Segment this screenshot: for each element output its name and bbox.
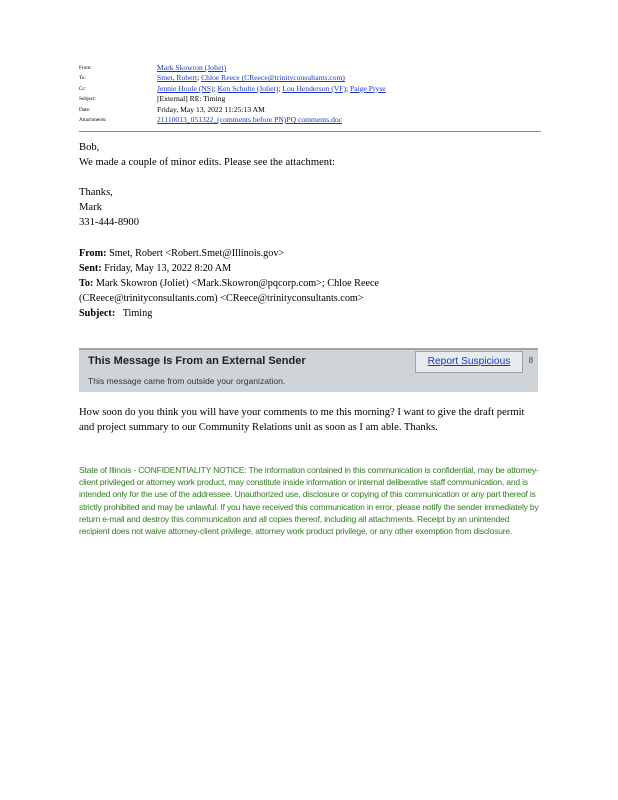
header-from-row xyxy=(79,63,541,73)
subject-value: [External] RE: Timing xyxy=(157,94,226,104)
banner-subtitle: This message came from outside your organization. xyxy=(88,376,286,386)
header-subject-row xyxy=(79,94,541,104)
banner-title: This Message Is From an External Sender xyxy=(88,355,306,367)
confidentiality-notice: State of Illinois - CONFIDENTIALITY NOTICE: The information contained in this communication is confidential, may be attorney-client privileged or attorney work product, may constitute inside information or internal deliberative staff communication, and is intended only for the use of the addressee. Unauthorized use, disclosure or copying of this communication or any part thereof is strictly prohibited and may be unlawful. If you have received this communication in error, please notify the sender immediately by return e-mail and destroy this communication and all copies thereof, including all attachments. Receipt by an unintended recipient does not waive attorney-client privilege, attorney work product privilege, or any other exemption from disclosure. xyxy=(79,465,539,537)
fw-sent-label: Sent: xyxy=(79,263,102,274)
fw-subject-value: Timing xyxy=(122,308,153,319)
fw-to-value: Mark Skowron (Joliet) <Mark.Skowron@pqcorp.com>; Chloe Reece xyxy=(95,278,380,289)
from-link[interactable]: Mark Skowron (Joliet) xyxy=(157,63,227,72)
forwarded-header xyxy=(79,246,541,321)
body-line: We made a couple of minor edits. Please see the attachment: xyxy=(79,157,335,168)
fw-from-row xyxy=(79,246,541,261)
fw-to-row xyxy=(79,276,541,291)
report-suspicious-label: Report Suspicious xyxy=(427,356,511,367)
header-to-row: To: Smet, Robert; Chloe Reece (CReece@trinityconsultants.com) xyxy=(79,73,345,83)
to-recipient-link[interactable]: Chloe Reece (CReece@trinityconsultants.com) xyxy=(201,73,345,83)
fw-to-label: To: xyxy=(79,278,94,289)
cc-recipient-link[interactable]: Paige Pryse xyxy=(350,83,386,93)
cc-recipient-link[interactable]: Ken Schulte (Joliet) xyxy=(217,83,279,93)
fw-sent-row xyxy=(79,261,541,276)
greeting: Bob, xyxy=(79,142,100,153)
header-cc-row: Cc: Jennie Houle (NS); Ken Schulte (Joliet); Lou Henderson (VF); Paige Pryse xyxy=(79,83,386,93)
attachment-link[interactable]: 21110013_051322_(comments before PN)PQ comments.doc xyxy=(157,114,343,124)
cc-recipient-link[interactable]: Jennie Houle (NS) xyxy=(157,83,214,93)
fw-from-label: From: xyxy=(79,248,107,259)
cc-recipient-link[interactable]: Lou Henderson (VF) xyxy=(282,83,347,93)
external-sender-banner xyxy=(79,348,538,392)
fw-subject-label: Subject: xyxy=(79,308,116,319)
banner-more-icon[interactable]: 8 xyxy=(528,356,534,365)
to-label: To: xyxy=(79,75,86,82)
fw-sent-value: Friday, May 13, 2022 8:20 AM xyxy=(104,263,232,274)
signature-name: Mark xyxy=(79,202,102,213)
email-body xyxy=(79,140,541,230)
header-date-row xyxy=(79,105,541,115)
date-value: Friday, May 13, 2022 11:25:13 AM xyxy=(157,104,265,114)
report-suspicious-button[interactable] xyxy=(415,351,523,373)
fw-subject-row xyxy=(79,306,541,321)
email-header xyxy=(79,63,541,125)
date-label: Date: xyxy=(79,106,91,113)
from-label: From: xyxy=(79,65,92,71)
closing: Thanks, xyxy=(79,187,113,198)
subject-label: Subject: xyxy=(79,96,97,103)
attachments-label: Attachments: xyxy=(79,116,107,123)
fw-to-row-cont: (CReece@trinityconsultants.com) <CReece@trinityconsultants.com> xyxy=(79,293,364,304)
message-text: How soon do you think you will have your comments to me this morning? I want to give the draft permit and project summary to our Community Relations unit as soon as I am able. Thanks. xyxy=(79,407,525,433)
signature-phone: 331-444-8900 xyxy=(79,217,140,228)
fw-from-value: Smet, Robert <Robert.Smet@Illinois.gov> xyxy=(109,248,285,259)
cc-label: Cc: xyxy=(79,85,87,92)
header-attachments-row xyxy=(79,115,541,125)
header-divider xyxy=(79,131,541,132)
to-recipient-link[interactable]: Smet, Robert xyxy=(157,73,198,83)
